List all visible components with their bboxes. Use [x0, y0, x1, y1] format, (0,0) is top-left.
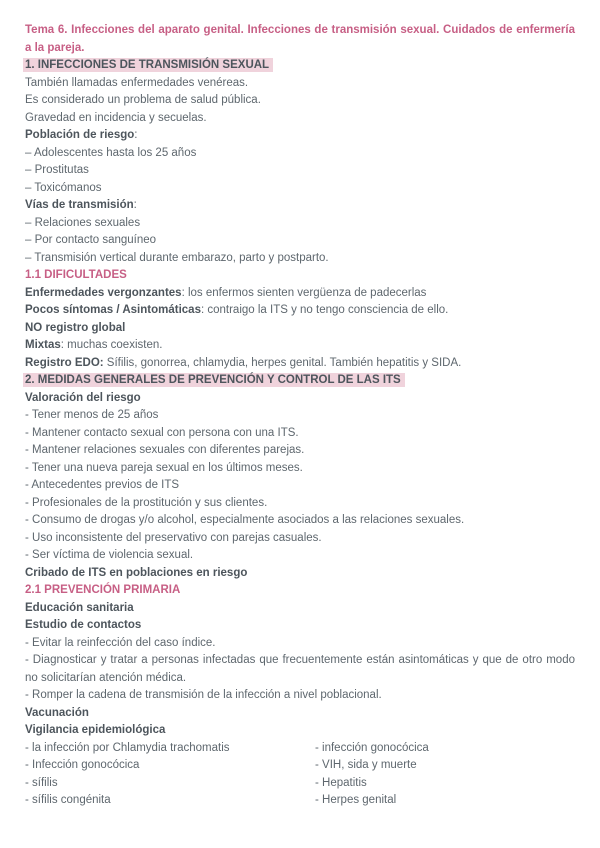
section-2-heading-text: 2. MEDIDAS GENERALES DE PREVENCIÓN Y CONTROL DE LAS ITS: [23, 373, 405, 387]
list-item: - Infección gonocócica: [25, 759, 140, 771]
term-cribado: Cribado de ITS en poblaciones en riesgo: [25, 566, 248, 579]
subsection-1-1-heading: 1.1 DIFICULTADES: [25, 269, 127, 281]
list-item: – Relaciones sexuales: [25, 216, 141, 229]
list-item: - Uso inconsistente del preservativo con parejas casuales.: [25, 531, 322, 544]
list-item: - infección gonocócica: [315, 741, 429, 754]
term-vacunacion: Vacunación: [25, 706, 89, 719]
list-item: - Tener una nueva pareja sexual en los últimos meses.: [25, 461, 303, 474]
list-item: - sífilis: [25, 776, 58, 789]
list-item: - VIH, sida y muerte: [315, 759, 417, 771]
term-vigilancia-epidemiologica: Vigilancia epidemiológica: [25, 724, 166, 736]
list-item: - Evitar la reinfección del caso índice.: [25, 636, 216, 649]
list-item: - sífilis congénita: [25, 794, 111, 806]
two-col-row: [25, 740, 575, 758]
section-1-heading-text: 1. INFECCIONES DE TRANSMISIÓN SEXUAL: [23, 58, 273, 72]
section-2-heading: [25, 372, 575, 390]
two-col-row: [25, 757, 575, 775]
list-item: - Tener menos de 25 años: [25, 409, 159, 421]
list-item: – Transmisión vertical durante embarazo, parto y postparto.: [25, 251, 329, 264]
list-item: - Hepatitis: [315, 776, 367, 789]
term-vias-de-transmision: Vías de transmisión:: [25, 199, 137, 211]
list-item: - Antecedentes previos de ITS: [25, 479, 180, 491]
list-item: – Por contacto sanguíneo: [25, 234, 157, 246]
list-item: - Ser víctima de violencia sexual.: [25, 549, 194, 561]
list-item: – Toxicómanos: [25, 181, 102, 194]
doc-title: Tema 6. Infecciones del aparato genital. Infecciones de transmisión sexual. Cuidados de enfermería a la pareja.: [25, 24, 575, 54]
list-item: - Profesionales de la prostitución y sus clientes.: [25, 496, 268, 509]
term-line: Enfermedades vergonzantes: los enfermos sienten vergüenza de padecerlas: [25, 286, 427, 299]
list-item: - Diagnosticar y tratar a personas infectadas que frecuentemente están asintomáticas y que de otro modo no solicitarían atención médica.: [25, 654, 575, 684]
term-line: Pocos síntomas / Asintomáticas: contraigo la ITS y no tengo consciencia de ello.: [25, 304, 449, 316]
list-item: - Consumo de drogas y/o alcohol, especialmente asociados a las relaciones sexuales.: [25, 514, 465, 526]
term-line: NO registro global: [25, 321, 126, 334]
term-line: Registro EDO: Sífilis, gonorrea, chlamydia, herpes genital. También hepatitis y SIDA.: [25, 356, 462, 369]
two-col-row: [25, 792, 575, 810]
list-item: - la infección por Chlamydia trachomatis: [25, 741, 230, 754]
list-item: - Herpes genital: [315, 794, 397, 806]
paragraph-line: Es considerado un problema de salud pública.: [25, 94, 261, 106]
two-col-row: [25, 775, 575, 793]
term-valoracion-del-riesgo: Valoración del riesgo: [25, 391, 141, 404]
paragraph-line: También llamadas enfermedades venéreas.: [25, 76, 249, 89]
term-line: Mixtas: muchas coexisten.: [25, 339, 163, 351]
list-item: – Adolescentes hasta los 25 años: [25, 146, 197, 159]
term-estudio-de-contactos: Estudio de contactos: [25, 619, 142, 631]
term-educacion-sanitaria: Educación sanitaria: [25, 601, 134, 614]
list-item: - Mantener contacto sexual con persona con una ITS.: [25, 426, 299, 439]
section-1-heading: [25, 57, 575, 75]
term-poblacion-de-riesgo: Población de riesgo:: [25, 129, 138, 141]
list-item: – Prostitutas: [25, 164, 89, 176]
paragraph-line: Gravedad en incidencia y secuelas.: [25, 111, 207, 124]
list-item: - Mantener relaciones sexuales con diferentes parejas.: [25, 444, 305, 456]
subsection-2-1-heading: 2.1 PREVENCIÓN PRIMARIA: [25, 584, 181, 596]
list-item: - Romper la cadena de transmisión de la infección a nivel poblacional.: [25, 689, 382, 701]
